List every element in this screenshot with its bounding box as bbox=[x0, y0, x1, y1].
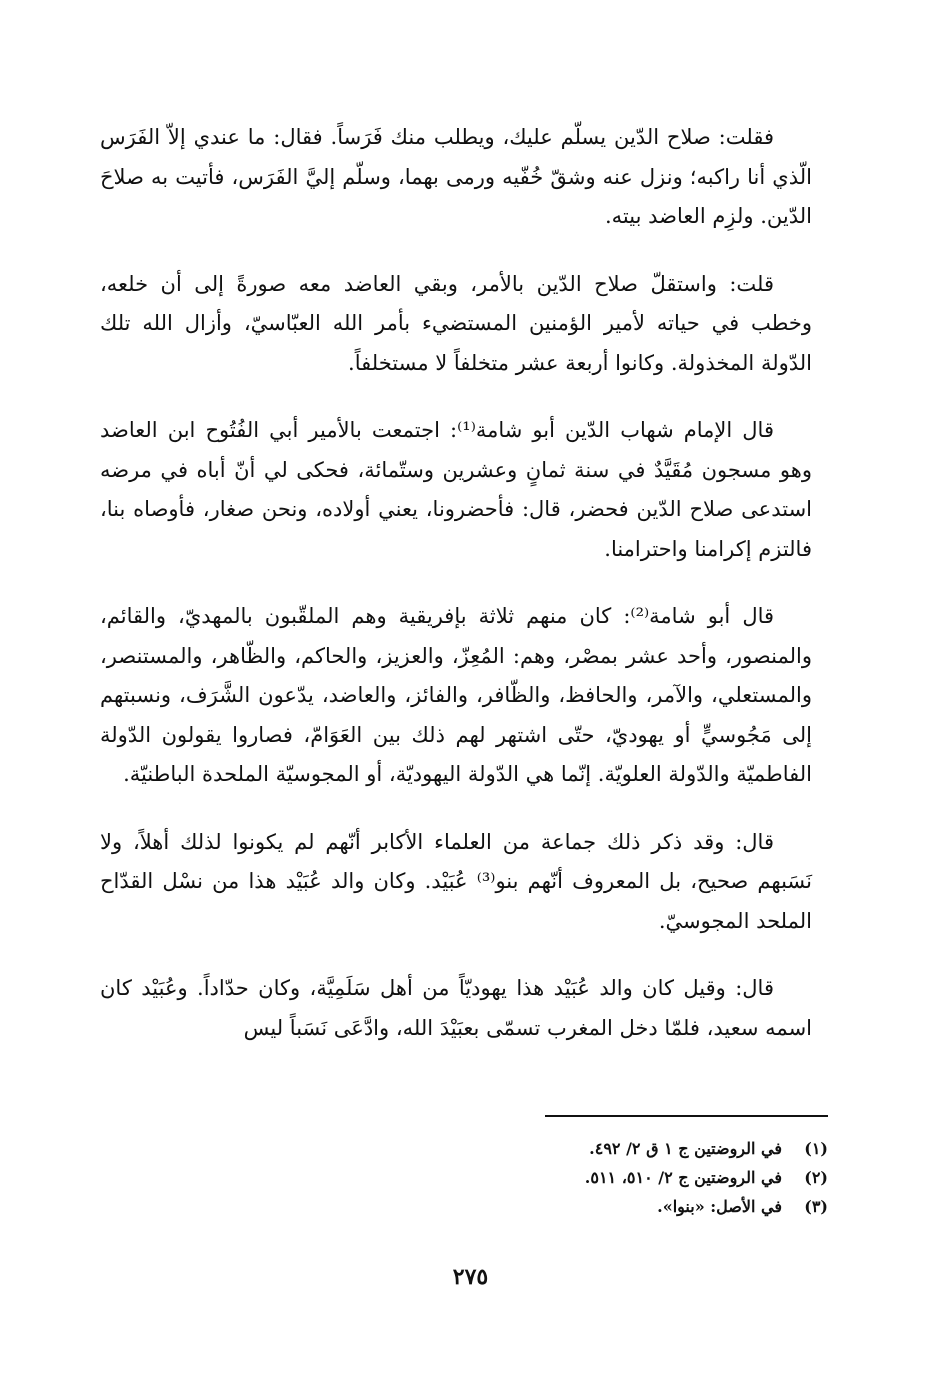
footnote-number: (١) bbox=[804, 1139, 828, 1158]
footnote-number: (٣) bbox=[804, 1197, 828, 1216]
footnotes bbox=[300, 1134, 828, 1221]
footnote-text: في الروضتين ج ٢/ ٥١٠، ٥١١. bbox=[584, 1168, 782, 1187]
footnote-text: في الروضتين ج ١ ق ٢/ ٤٩٢. bbox=[589, 1139, 782, 1158]
body-paragraph-4: قال أبو شامة⁽²⁾: كان منهم ثلاثة بإفريقية وهم الملقّبون بالمهديّ، والقائم، والمنصور، وأحد عشر بمصْر، وهم: المُعِزّ، والعزيز، والحاكم، والظّاهر، والمستنصر، والمستعلي، والآمر، والحافظ، والظّافر، والفائز، والعاضد، يدّعون الشَّرَف، ونسبتهم إلى مَجُوسيٍّ أو يهوديّ، حتّى اشتهر لهم ذلك بين العَوَامّ، فصاروا يقولون الدّولة الفاطميّة والدّولة العلويّة. إنّما هي الدّولة اليهوديّة، أو المجوسيّة الملحدة الباطنيّة. bbox=[100, 604, 812, 786]
body-paragraph-6: قال: وقيل كان والد عُبَيْد هذا يهوديّاً من أهل سَلَمِيَّة، وكان حدّاداً. وعُبَيْد كان اسمه سعيد، فلمّا دخل المغرب تسمّى بعبَيْدَ الله، وادَّعَى نَسَباً ليس bbox=[100, 976, 812, 1040]
footnote-number: (٢) bbox=[804, 1168, 828, 1187]
footnote-3 bbox=[300, 1192, 828, 1221]
body-paragraph-3: قال الإمام شهاب الدّين أبو شامة⁽¹⁾: اجتمعت بالأمير أبي الفُتُوح ابن العاضد وهو مسجون مُقَيَّدٌ في سنة ثمانٍ وعشرين وستّمائة، فحكى لي أنّ أباه في مرضه استدعى صلاح الدّين فحضر، قال: فأحضرونا، يعني أولاده، ونحن صغار، فأوصاه بنا، فالتزم إكرامنا واحترامنا. bbox=[100, 418, 812, 561]
footnote-divider bbox=[545, 1115, 828, 1117]
body-paragraph-5: قال: وقد ذكر ذلك جماعة من العلماء الأكابر أنّهم لم يكونوا لذلك أهلاً، ولا نَسَبهم صحيح، بل المعروف أنّهم بنو⁽³⁾ عُبَيْد. وكان والد عُبَيْد هذا من نسْل القدّاح الملحد المجوسيّ. bbox=[100, 829, 812, 933]
page-body bbox=[100, 118, 812, 1076]
footnote-2 bbox=[300, 1163, 828, 1192]
footnote-1 bbox=[300, 1134, 828, 1163]
footnote-text: في الأصل: «بنوا». bbox=[657, 1197, 782, 1216]
body-paragraph-1: فقلت: صلاح الدّين يسلّم عليك، ويطلب منك فَرَساً. فقال: ما عندي إلاّ الفَرَس الّذي أنا راكبه؛ ونزل عنه وشقّ خُفّيه ورمى بهما، وسلّم إليَّ الفَرَس، فأتيت به صلاحَ الدّين. ولزِم العاضد بيته. bbox=[100, 125, 812, 228]
body-paragraph-2: قلت: واستقلّ صلاح الدّين بالأمر، وبقي العاضد معه صورةً إلى أن خلعه، وخطب في حياته لأمير الؤمنين المستضيء بأمر الله العبّاسيّ، وأزال الله تلك الدّولة المخذولة. وكانوا أربعة عشر متخلفاً لا مستخلفاً. bbox=[100, 271, 812, 375]
page-number: ٢٧٥ bbox=[452, 1264, 489, 1290]
